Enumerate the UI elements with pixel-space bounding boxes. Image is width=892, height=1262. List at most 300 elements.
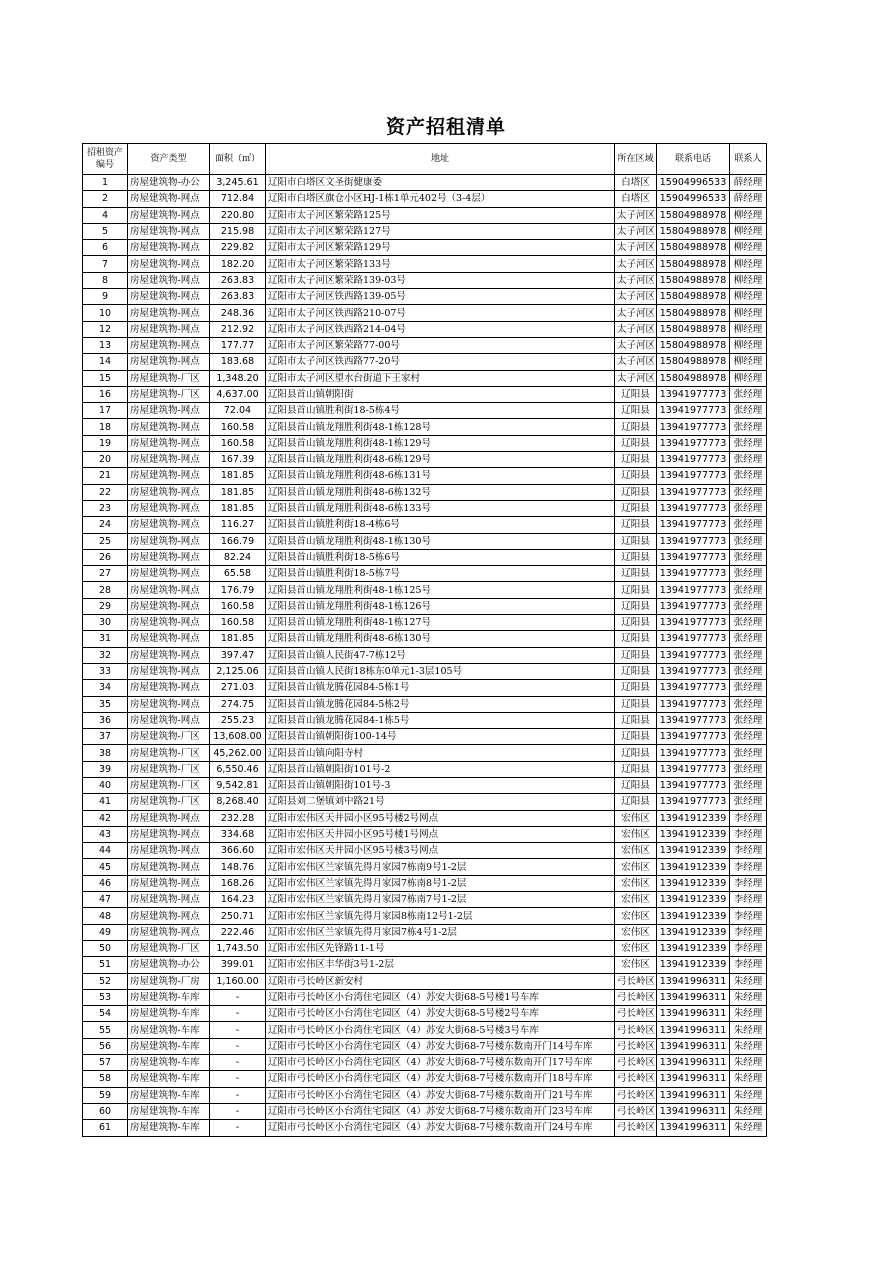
table-row [83, 663, 767, 679]
cell-asset-type: 房屋建筑物-车库 [128, 989, 210, 1005]
cell-asset-id: 32 [83, 647, 128, 663]
cell-area: 8,268.40 [210, 794, 266, 810]
table-row [83, 566, 767, 582]
table-row [83, 892, 767, 908]
cell-address: 辽阳县首山镇朝阳街101号-2 [266, 761, 615, 777]
cell-address: 辽阳市宏伟区丰华街3号1-2层 [266, 957, 615, 973]
cell-phone: 13941996311 [657, 1022, 730, 1038]
cell-contact: 薛经理 [730, 175, 767, 191]
cell-address: 辽阳县首山镇龙翔胜利街48-6栋132号 [266, 484, 615, 500]
cell-region: 辽阳县 [615, 647, 657, 663]
cell-address: 辽阳市弓长岭区小台湾住宅园区（4）苏安大街68-5号楼2号车库 [266, 1006, 615, 1022]
cell-region: 辽阳县 [615, 435, 657, 451]
cell-asset-id: 19 [83, 435, 128, 451]
cell-area: 397.47 [210, 647, 266, 663]
cell-address: 辽阳县首山镇人民街47-7栋12号 [266, 647, 615, 663]
cell-asset-type: 房屋建筑物-办公 [128, 175, 210, 191]
cell-asset-type: 房屋建筑物-网点 [128, 826, 210, 842]
header-contact: 联系人 [730, 144, 767, 175]
cell-address: 辽阳市弓长岭区小台湾住宅园区（4）苏安大街68-7号楼东数南开门17号车库 [266, 1055, 615, 1071]
cell-area: 255.23 [210, 712, 266, 728]
cell-phone: 15804988978 [657, 240, 730, 256]
cell-phone: 13941977773 [657, 484, 730, 500]
cell-phone: 13941912339 [657, 924, 730, 940]
cell-phone: 13941977773 [657, 712, 730, 728]
header-row [83, 144, 767, 175]
cell-contact: 张经理 [730, 484, 767, 500]
cell-asset-id: 4 [83, 207, 128, 223]
cell-phone: 13941996311 [657, 1055, 730, 1071]
cell-address: 辽阳市宏伟区先锋路11-1号 [266, 940, 615, 956]
cell-address: 辽阳市太子河区繁荣路139-03号 [266, 272, 615, 288]
header-phone: 联系电话 [657, 144, 730, 175]
cell-phone: 13941977773 [657, 680, 730, 696]
cell-area: 263.83 [210, 289, 266, 305]
table-row [83, 615, 767, 631]
table-row [83, 712, 767, 728]
cell-address: 辽阳县首山镇龙翔胜利街48-1栋125号 [266, 582, 615, 598]
cell-asset-type: 房屋建筑物-网点 [128, 924, 210, 940]
cell-address: 辽阳县首山镇龙翔胜利街48-1栋128号 [266, 419, 615, 435]
cell-region: 辽阳县 [615, 582, 657, 598]
cell-address: 辽阳县首山镇龙腾花园84-5栋1号 [266, 680, 615, 696]
table-row [83, 598, 767, 614]
table-row [83, 354, 767, 370]
cell-contact: 朱经理 [730, 1071, 767, 1087]
cell-address: 辽阳县首山镇龙翔胜利街48-6栋133号 [266, 500, 615, 516]
cell-phone: 13941996311 [657, 973, 730, 989]
cell-phone: 13941977773 [657, 663, 730, 679]
table-row [83, 337, 767, 353]
cell-region: 弓长岭区 [615, 1103, 657, 1119]
cell-asset-type: 房屋建筑物-网点 [128, 289, 210, 305]
cell-asset-type: 房屋建筑物-网点 [128, 859, 210, 875]
cell-region: 辽阳县 [615, 615, 657, 631]
cell-contact: 柳经理 [730, 223, 767, 239]
table-row [83, 1022, 767, 1038]
cell-asset-id: 6 [83, 240, 128, 256]
cell-asset-id: 9 [83, 289, 128, 305]
table-row [83, 729, 767, 745]
table-row [83, 1055, 767, 1071]
cell-asset-id: 17 [83, 403, 128, 419]
cell-asset-id: 54 [83, 1006, 128, 1022]
cell-asset-id: 36 [83, 712, 128, 728]
cell-phone: 13941977773 [657, 533, 730, 549]
cell-address: 辽阳市宏伟区天井园小区95号楼3号网点 [266, 843, 615, 859]
table-row [83, 370, 767, 386]
cell-area: 183.68 [210, 354, 266, 370]
table-row [83, 1087, 767, 1103]
cell-asset-type: 房屋建筑物-厂区 [128, 386, 210, 402]
cell-area: 116.27 [210, 517, 266, 533]
cell-asset-type: 房屋建筑物-车库 [128, 1022, 210, 1038]
cell-region: 弓长岭区 [615, 973, 657, 989]
cell-asset-type: 房屋建筑物-网点 [128, 533, 210, 549]
cell-asset-id: 50 [83, 940, 128, 956]
cell-area: 181.85 [210, 631, 266, 647]
cell-region: 太子河区 [615, 354, 657, 370]
cell-address: 辽阳县首山镇龙翔胜利街48-1栋130号 [266, 533, 615, 549]
cell-region: 太子河区 [615, 223, 657, 239]
cell-asset-id: 21 [83, 468, 128, 484]
cell-asset-id: 42 [83, 810, 128, 826]
cell-area: 215.98 [210, 223, 266, 239]
cell-asset-id: 33 [83, 663, 128, 679]
cell-region: 太子河区 [615, 321, 657, 337]
cell-asset-id: 28 [83, 582, 128, 598]
cell-phone: 13941977773 [657, 582, 730, 598]
table-row [83, 549, 767, 565]
cell-region: 辽阳县 [615, 761, 657, 777]
cell-asset-id: 39 [83, 761, 128, 777]
cell-contact: 张经理 [730, 598, 767, 614]
cell-phone: 13941912339 [657, 875, 730, 891]
cell-address: 辽阳县首山镇龙翔胜利街48-1栋129号 [266, 435, 615, 451]
table-row [83, 256, 767, 272]
header-asset-id-line1: 招租资产 [86, 148, 123, 158]
cell-asset-id: 31 [83, 631, 128, 647]
table-row [83, 1038, 767, 1054]
cell-contact: 李经理 [730, 957, 767, 973]
cell-area: - [210, 1103, 266, 1119]
cell-address: 辽阳市太子河区繁荣路129号 [266, 240, 615, 256]
cell-asset-type: 房屋建筑物-网点 [128, 337, 210, 353]
cell-contact: 李经理 [730, 875, 767, 891]
table-row [83, 321, 767, 337]
cell-phone: 13941977773 [657, 566, 730, 582]
cell-contact: 李经理 [730, 892, 767, 908]
cell-region: 辽阳县 [615, 517, 657, 533]
cell-asset-id: 14 [83, 354, 128, 370]
table-row [83, 289, 767, 305]
cell-contact: 张经理 [730, 566, 767, 582]
cell-region: 辽阳县 [615, 468, 657, 484]
cell-region: 弓长岭区 [615, 1006, 657, 1022]
cell-asset-id: 18 [83, 419, 128, 435]
cell-asset-id: 10 [83, 305, 128, 321]
cell-phone: 13941912339 [657, 908, 730, 924]
cell-area: 181.85 [210, 500, 266, 516]
cell-address: 辽阳县首山镇胜利街18-4栋6号 [266, 517, 615, 533]
cell-region: 太子河区 [615, 207, 657, 223]
cell-contact: 张经理 [730, 712, 767, 728]
cell-contact: 李经理 [730, 843, 767, 859]
table-row [83, 908, 767, 924]
cell-asset-id: 47 [83, 892, 128, 908]
cell-address: 辽阳县首山镇龙翔胜利街48-1栋127号 [266, 615, 615, 631]
table-row [83, 468, 767, 484]
cell-phone: 15804988978 [657, 370, 730, 386]
cell-address: 辽阳市宏伟区天井园小区95号楼1号网点 [266, 826, 615, 842]
cell-contact: 张经理 [730, 386, 767, 402]
cell-phone: 15904996533 [657, 175, 730, 191]
cell-asset-type: 房屋建筑物-网点 [128, 468, 210, 484]
table-row [83, 696, 767, 712]
cell-address: 辽阳县首山镇向阳寺村 [266, 745, 615, 761]
cell-contact: 柳经理 [730, 305, 767, 321]
cell-address: 辽阳县首山镇龙翔胜利街48-6栋130号 [266, 631, 615, 647]
cell-area: 176.79 [210, 582, 266, 598]
cell-asset-type: 房屋建筑物-网点 [128, 272, 210, 288]
cell-area: 212.92 [210, 321, 266, 337]
cell-asset-type: 房屋建筑物-办公 [128, 957, 210, 973]
cell-region: 太子河区 [615, 272, 657, 288]
cell-contact: 李经理 [730, 908, 767, 924]
table-row [83, 272, 767, 288]
cell-asset-type: 房屋建筑物-网点 [128, 484, 210, 500]
cell-asset-id: 34 [83, 680, 128, 696]
cell-area: 160.58 [210, 615, 266, 631]
cell-address: 辽阳市白塔区旗仓小区HJ-1栋1单元402号（3-4层） [266, 191, 615, 207]
table-row [83, 680, 767, 696]
header-asset-id [83, 144, 128, 175]
cell-region: 辽阳县 [615, 566, 657, 582]
cell-asset-type: 房屋建筑物-网点 [128, 403, 210, 419]
cell-contact: 柳经理 [730, 370, 767, 386]
cell-area: 334.68 [210, 826, 266, 842]
cell-region: 宏伟区 [615, 843, 657, 859]
cell-phone: 13941977773 [657, 631, 730, 647]
cell-contact: 柳经理 [730, 272, 767, 288]
cell-contact: 李经理 [730, 940, 767, 956]
cell-area: - [210, 1038, 266, 1054]
cell-contact: 张经理 [730, 631, 767, 647]
cell-contact: 朱经理 [730, 1087, 767, 1103]
cell-region: 宏伟区 [615, 924, 657, 940]
cell-asset-type: 房屋建筑物-网点 [128, 615, 210, 631]
cell-address: 辽阳市宏伟区兰家镇先得月家园7栋南7号1-2层 [266, 892, 615, 908]
table-row [83, 1103, 767, 1119]
cell-area: 248.36 [210, 305, 266, 321]
cell-phone: 13941977773 [657, 794, 730, 810]
cell-region: 辽阳县 [615, 533, 657, 549]
cell-contact: 张经理 [730, 419, 767, 435]
cell-contact: 朱经理 [730, 1006, 767, 1022]
cell-asset-type: 房屋建筑物-网点 [128, 305, 210, 321]
cell-asset-type: 房屋建筑物-网点 [128, 598, 210, 614]
cell-asset-id: 40 [83, 777, 128, 793]
cell-contact: 张经理 [730, 745, 767, 761]
cell-contact: 朱经理 [730, 1103, 767, 1119]
cell-asset-type: 房屋建筑物-网点 [128, 256, 210, 272]
cell-contact: 张经理 [730, 615, 767, 631]
cell-region: 辽阳县 [615, 729, 657, 745]
cell-address: 辽阳市太子河区繁荣路133号 [266, 256, 615, 272]
cell-address: 辽阳市弓长岭区新安村 [266, 973, 615, 989]
cell-phone: 15804988978 [657, 207, 730, 223]
cell-phone: 13941977773 [657, 549, 730, 565]
cell-area: 4,637.00 [210, 386, 266, 402]
cell-asset-type: 房屋建筑物-车库 [128, 1103, 210, 1119]
table-row [83, 1120, 767, 1136]
cell-phone: 13941996311 [657, 1103, 730, 1119]
table-row [83, 826, 767, 842]
table-row [83, 240, 767, 256]
cell-asset-id: 56 [83, 1038, 128, 1054]
table-row [83, 631, 767, 647]
table-row [83, 419, 767, 435]
cell-contact: 李经理 [730, 826, 767, 842]
cell-region: 太子河区 [615, 305, 657, 321]
cell-asset-id: 59 [83, 1087, 128, 1103]
table-row [83, 940, 767, 956]
cell-area: 1,743.50 [210, 940, 266, 956]
cell-region: 宏伟区 [615, 859, 657, 875]
cell-contact: 柳经理 [730, 207, 767, 223]
cell-phone: 13941977773 [657, 500, 730, 516]
cell-phone: 13941977773 [657, 761, 730, 777]
cell-area: 220.80 [210, 207, 266, 223]
cell-phone: 15804988978 [657, 223, 730, 239]
cell-address: 辽阳市宏伟区兰家镇先得月家园8栋南12号1-2层 [266, 908, 615, 924]
cell-asset-id: 20 [83, 452, 128, 468]
cell-asset-id: 22 [83, 484, 128, 500]
cell-region: 辽阳县 [615, 386, 657, 402]
table-row [83, 435, 767, 451]
cell-phone: 15804988978 [657, 354, 730, 370]
cell-address: 辽阳县首山镇龙腾花园84-5栋2号 [266, 696, 615, 712]
cell-asset-id: 37 [83, 729, 128, 745]
cell-phone: 13941977773 [657, 615, 730, 631]
cell-region: 辽阳县 [615, 403, 657, 419]
cell-asset-id: 38 [83, 745, 128, 761]
cell-asset-type: 房屋建筑物-网点 [128, 631, 210, 647]
cell-asset-type: 房屋建筑物-网点 [128, 680, 210, 696]
cell-contact: 李经理 [730, 924, 767, 940]
cell-phone: 15804988978 [657, 305, 730, 321]
cell-phone: 15804988978 [657, 321, 730, 337]
cell-asset-id: 58 [83, 1071, 128, 1087]
cell-contact: 柳经理 [730, 354, 767, 370]
cell-region: 白塔区 [615, 175, 657, 191]
cell-asset-id: 44 [83, 843, 128, 859]
cell-address: 辽阳县首山镇龙翔胜利街48-1栋126号 [266, 598, 615, 614]
cell-area: 166.79 [210, 533, 266, 549]
cell-address: 辽阳市弓长岭区小台湾住宅园区（4）苏安大街68-5号楼3号车库 [266, 1022, 615, 1038]
cell-asset-id: 43 [83, 826, 128, 842]
cell-region: 宏伟区 [615, 826, 657, 842]
cell-asset-type: 房屋建筑物-网点 [128, 549, 210, 565]
cell-phone: 13941977773 [657, 647, 730, 663]
cell-contact: 张经理 [730, 517, 767, 533]
cell-contact: 李经理 [730, 859, 767, 875]
cell-asset-type: 房屋建筑物-网点 [128, 696, 210, 712]
table-row [83, 973, 767, 989]
cell-asset-id: 51 [83, 957, 128, 973]
cell-asset-type: 房屋建筑物-车库 [128, 1120, 210, 1136]
cell-contact: 柳经理 [730, 321, 767, 337]
cell-region: 弓长岭区 [615, 989, 657, 1005]
cell-region: 辽阳县 [615, 696, 657, 712]
cell-asset-id: 55 [83, 1022, 128, 1038]
cell-asset-type: 房屋建筑物-车库 [128, 1006, 210, 1022]
cell-area: - [210, 1120, 266, 1136]
cell-phone: 13941977773 [657, 745, 730, 761]
cell-region: 弓长岭区 [615, 1087, 657, 1103]
cell-asset-type: 房屋建筑物-网点 [128, 500, 210, 516]
cell-phone: 13941977773 [657, 598, 730, 614]
table-row [83, 875, 767, 891]
cell-area: 182.20 [210, 256, 266, 272]
cell-asset-id: 46 [83, 875, 128, 891]
header-region: 所在区域 [615, 144, 657, 175]
cell-asset-type: 房屋建筑物-厂区 [128, 940, 210, 956]
cell-phone: 13941977773 [657, 403, 730, 419]
cell-asset-type: 房屋建筑物-厂区 [128, 745, 210, 761]
cell-address: 辽阳市弓长岭区小台湾住宅园区（4）苏安大街68-7号楼东数南开门23号车库 [266, 1103, 615, 1119]
cell-region: 宏伟区 [615, 940, 657, 956]
table-row [83, 989, 767, 1005]
cell-asset-id: 25 [83, 533, 128, 549]
cell-area: 181.85 [210, 468, 266, 484]
header-asset-type: 资产类型 [128, 144, 210, 175]
table-row [83, 843, 767, 859]
cell-region: 宏伟区 [615, 908, 657, 924]
cell-region: 辽阳县 [615, 745, 657, 761]
cell-asset-type: 房屋建筑物-网点 [128, 321, 210, 337]
table-row [83, 223, 767, 239]
cell-address: 辽阳县首山镇龙翔胜利街48-6栋129号 [266, 452, 615, 468]
cell-address: 辽阳县首山镇胜利街18-5栋4号 [266, 403, 615, 419]
cell-asset-type: 房屋建筑物-车库 [128, 1055, 210, 1071]
cell-phone: 13941977773 [657, 468, 730, 484]
page-title: 资产招租清单 [385, 116, 506, 138]
cell-asset-id: 24 [83, 517, 128, 533]
cell-phone: 13941996311 [657, 989, 730, 1005]
cell-address: 辽阳县首山镇朝阳街100-14号 [266, 729, 615, 745]
cell-asset-type: 房屋建筑物-网点 [128, 647, 210, 663]
cell-contact: 张经理 [730, 403, 767, 419]
cell-phone: 13941996311 [657, 1120, 730, 1136]
cell-phone: 13941912339 [657, 957, 730, 973]
cell-area: 2,125.06 [210, 663, 266, 679]
cell-region: 辽阳县 [615, 712, 657, 728]
header-address: 地址 [266, 144, 615, 175]
cell-area: 229.82 [210, 240, 266, 256]
cell-asset-type: 房屋建筑物-网点 [128, 663, 210, 679]
cell-address: 辽阳市弓长岭区小台湾住宅园区（4）苏安大街68-5号楼1号车库 [266, 989, 615, 1005]
cell-asset-id: 52 [83, 973, 128, 989]
cell-asset-type: 房屋建筑物-网点 [128, 223, 210, 239]
table-row [83, 403, 767, 419]
cell-address: 辽阳市太子河区繁荣路127号 [266, 223, 615, 239]
table-body [83, 175, 767, 1137]
cell-asset-id: 13 [83, 337, 128, 353]
cell-asset-id: 48 [83, 908, 128, 924]
cell-region: 辽阳县 [615, 631, 657, 647]
cell-contact: 张经理 [730, 500, 767, 516]
cell-asset-type: 房屋建筑物-网点 [128, 354, 210, 370]
cell-asset-type: 房屋建筑物-厂区 [128, 794, 210, 810]
cell-area: 271.03 [210, 680, 266, 696]
cell-asset-id: 49 [83, 924, 128, 940]
cell-address: 辽阳市宏伟区天井园小区95号楼2号网点 [266, 810, 615, 826]
cell-region: 辽阳县 [615, 777, 657, 793]
cell-region: 太子河区 [615, 256, 657, 272]
table-row [83, 761, 767, 777]
cell-address: 辽阳市太子河区铁西路210-07号 [266, 305, 615, 321]
cell-phone: 13941912339 [657, 892, 730, 908]
cell-asset-type: 房屋建筑物-厂区 [128, 370, 210, 386]
cell-region: 辽阳县 [615, 452, 657, 468]
cell-address: 辽阳县首山镇人民街18栋东0单元1-3层105号 [266, 663, 615, 679]
cell-contact: 薛经理 [730, 191, 767, 207]
cell-address: 辽阳县首山镇龙腾花园84-1栋5号 [266, 712, 615, 728]
cell-asset-type: 房屋建筑物-车库 [128, 1087, 210, 1103]
cell-phone: 13941912339 [657, 810, 730, 826]
cell-address: 辽阳市太子河区铁西路77-20号 [266, 354, 615, 370]
